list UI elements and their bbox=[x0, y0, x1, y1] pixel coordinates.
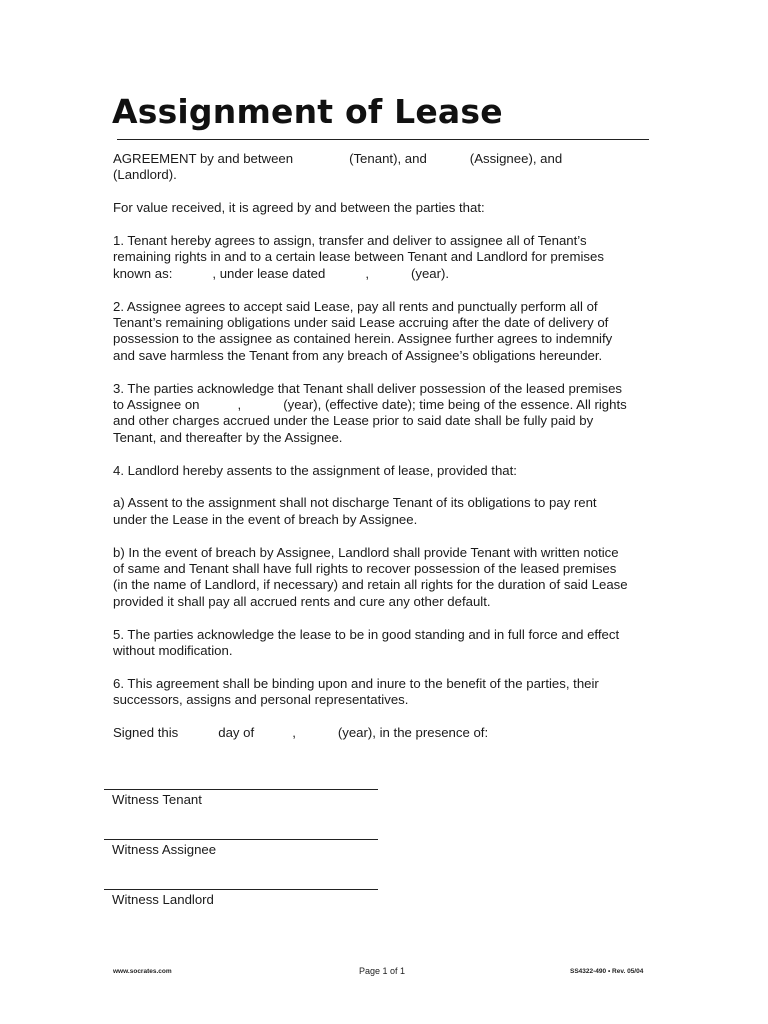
year-text: (year). bbox=[410, 265, 450, 281]
clause-4b bbox=[113, 545, 661, 611]
footer-form-number: SS4322-490 • Rev. 05/04 bbox=[570, 968, 644, 975]
clause-2-line-3: possession to the assignee as contained herein. Assignee further agrees to indemnify bbox=[113, 331, 613, 347]
clause-2-line-1: 2. Assignee agrees to accept said Lease, pay all rents and punctually perform all of bbox=[113, 298, 598, 314]
clause-3-line-4: Tenant, and thereafter by the Assignee. bbox=[113, 429, 343, 445]
signed-comma: , bbox=[292, 725, 296, 741]
clause-3 bbox=[113, 381, 661, 447]
parties-text-c: (Assignee), and bbox=[469, 151, 563, 166]
clause-4b-line-1: b) In the event of breach by Assignee, Landlord shall provide Tenant with written notice bbox=[113, 544, 619, 560]
witness-assignee-signature-line[interactable] bbox=[104, 839, 378, 857]
document-body bbox=[113, 151, 661, 758]
clause-3-line-3: and other charges accrued under the Lease prior to said date shall be fully paid by bbox=[113, 413, 594, 429]
clause-4b-line-3: (in the name of Landlord, if necessary) and retain all rights for the duration of said Lease bbox=[113, 577, 628, 593]
witness-landlord-label: Witness Landlord bbox=[112, 892, 214, 907]
witness-tenant-label: Witness Tenant bbox=[112, 792, 202, 807]
signed-line bbox=[113, 725, 661, 741]
clause-4: 4. Landlord hereby assents to the assignment of lease, provided that: bbox=[113, 462, 517, 478]
clause-6-line-2: successors, assigns and personal representatives. bbox=[113, 692, 409, 708]
clause-5 bbox=[113, 627, 661, 660]
clause-1 bbox=[113, 233, 661, 282]
lease-dated-text: , under lease dated bbox=[212, 265, 326, 281]
clause-4b-line-4: provided it shall pay all accrued rents and cure any other default. bbox=[113, 593, 491, 609]
clause-3-line-1: 3. The parties acknowledge that Tenant shall deliver possession of the leased premises bbox=[113, 380, 622, 396]
parties-text-a: AGREEMENT by and between bbox=[113, 151, 294, 166]
document-title: Assignment of Lease bbox=[112, 92, 503, 131]
value-received-paragraph: For value received, it is agreed by and between the parties that: bbox=[113, 200, 485, 216]
parties-line-2: (Landlord). bbox=[113, 167, 177, 183]
clause-4a-line-1: a) Assent to the assignment shall not discharge Tenant of its obligations to pay rent bbox=[113, 495, 597, 511]
footer-page-number: Page 1 of 1 bbox=[359, 966, 406, 976]
witness-landlord-signature-line[interactable] bbox=[104, 889, 378, 907]
presence-text: (year), in the presence of: bbox=[337, 725, 489, 741]
witness-tenant-signature-line[interactable] bbox=[104, 789, 378, 807]
known-as-text: known as: bbox=[113, 265, 173, 281]
parties-line-1 bbox=[113, 151, 661, 167]
day-of-text: day of bbox=[218, 725, 255, 741]
title-rule bbox=[117, 139, 649, 140]
parties-text-b: (Tenant), and bbox=[349, 151, 427, 166]
clause-4a-line-2: under the Lease in the event of breach by Assignee. bbox=[113, 511, 418, 527]
clause-1-line-2: remaining rights in and to a certain lease between Tenant and Landlord for premises bbox=[113, 249, 604, 265]
effective-date-text: (year), (effective date); time being of the essence. All rights bbox=[283, 397, 627, 413]
clause-2 bbox=[113, 299, 661, 365]
clause-1-line-3 bbox=[113, 266, 661, 282]
to-assignee-text: to Assignee on bbox=[113, 397, 200, 413]
clause-5-line-2: without modification. bbox=[113, 643, 233, 659]
clause-1-line-1: 1. Tenant hereby agrees to assign, transfer and deliver to assignee all of Tenant’s bbox=[113, 233, 587, 248]
clause-2-line-4: and save harmless the Tenant from any breach of Assignee’s obligations hereunder. bbox=[113, 347, 603, 363]
footer-website: www.socrates.com bbox=[113, 968, 172, 975]
comma-text: , bbox=[365, 265, 369, 281]
clause-6 bbox=[113, 676, 661, 709]
parties-paragraph bbox=[113, 151, 661, 184]
clause-5-line-1: 5. The parties acknowledge the lease to be in good standing and in full force and effect bbox=[113, 626, 620, 642]
signed-this-text: Signed this bbox=[113, 725, 179, 741]
witness-assignee-label: Witness Assignee bbox=[112, 842, 217, 857]
possession-comma: , bbox=[237, 397, 242, 413]
clause-4b-line-2: of same and Tenant shall have full rights to recover possession of the leased premises bbox=[113, 561, 617, 577]
clause-2-line-2: Tenant’s remaining obligations under said Lease accruing after the date of delivery of bbox=[113, 315, 609, 331]
clause-4a bbox=[113, 495, 661, 528]
clause-3-line-2 bbox=[113, 397, 661, 413]
clause-6-line-1: 6. This agreement shall be binding upon and inure to the benefit of the parties, their bbox=[113, 675, 599, 691]
